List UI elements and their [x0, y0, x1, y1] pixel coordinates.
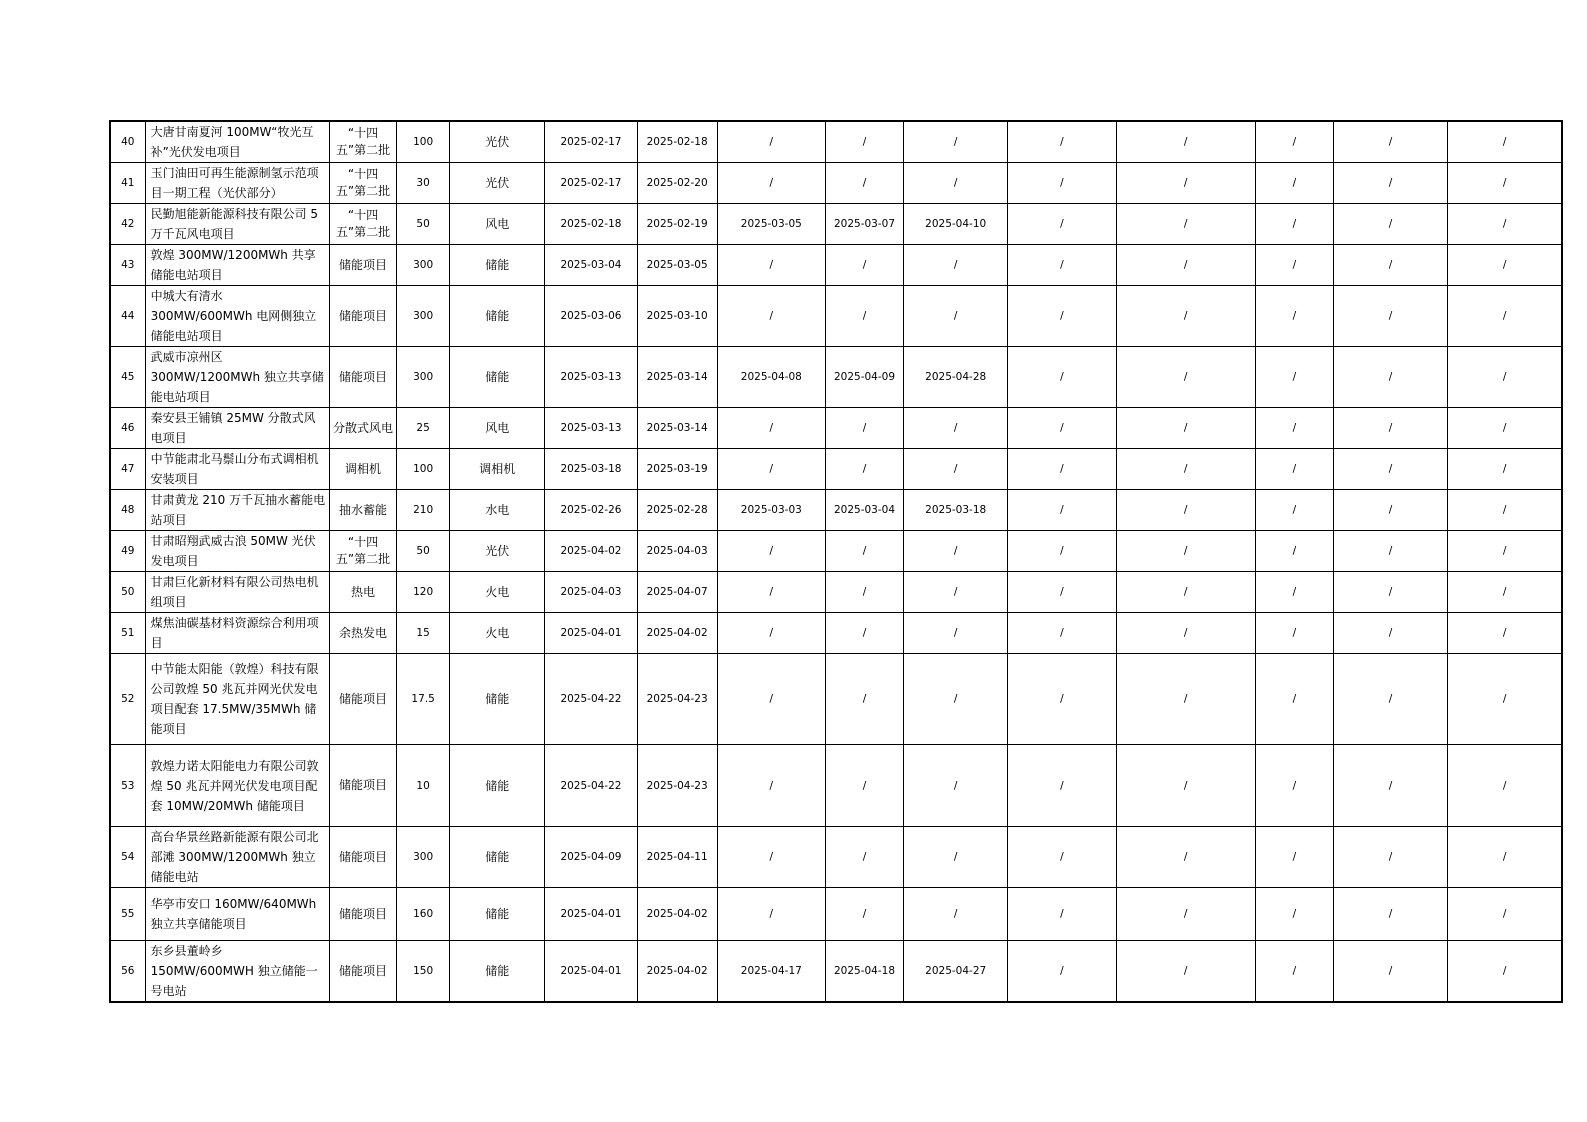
row-number: 47 — [110, 449, 145, 490]
project-type: 储能项目 — [329, 827, 396, 888]
table-row — [110, 121, 1562, 163]
status-cell: / — [1255, 121, 1333, 163]
date-cell: 2025-03-05 — [637, 245, 717, 286]
date-cell: 2025-03-19 — [637, 449, 717, 490]
table-row — [110, 654, 1562, 745]
date-cell: / — [717, 449, 825, 490]
date-cell: 2025-03-07 — [825, 204, 903, 245]
capacity: 17.5 — [397, 654, 450, 745]
table-body — [110, 121, 1562, 1002]
status-cell: / — [1448, 347, 1562, 408]
row-number: 49 — [110, 531, 145, 572]
capacity: 210 — [397, 490, 450, 531]
status-cell: / — [1008, 163, 1116, 204]
capacity: 30 — [397, 163, 450, 204]
status-cell: / — [1448, 572, 1562, 613]
date-cell: / — [825, 613, 903, 654]
project-type: 储能项目 — [329, 286, 396, 347]
status-cell: / — [1116, 121, 1255, 163]
capacity: 300 — [397, 286, 450, 347]
status-cell: / — [1448, 490, 1562, 531]
status-cell: / — [1008, 745, 1116, 827]
row-number: 53 — [110, 745, 145, 827]
date-cell: / — [825, 745, 903, 827]
status-cell: / — [1116, 163, 1255, 204]
status-cell: / — [1008, 408, 1116, 449]
date-cell: 2025-04-11 — [637, 827, 717, 888]
project-type: 抽水蓄能 — [329, 490, 396, 531]
status-cell: / — [1333, 245, 1447, 286]
status-cell: / — [1333, 286, 1447, 347]
project-type: 调相机 — [329, 449, 396, 490]
project-type: “十四五”第二批 — [329, 204, 396, 245]
row-number: 56 — [110, 941, 145, 1003]
project-type: 储能项目 — [329, 654, 396, 745]
project-name: 敦煌力诺太阳能电力有限公司敦煌 50 兆瓦并网光伏发电项目配套 10MW/20MWh 储能项目 — [145, 745, 329, 827]
status-cell: / — [1333, 531, 1447, 572]
power-category: 水电 — [450, 490, 545, 531]
date-cell: 2025-04-28 — [904, 347, 1008, 408]
status-cell: / — [1116, 572, 1255, 613]
status-cell: / — [1008, 613, 1116, 654]
project-type: 分散式风电 — [329, 408, 396, 449]
project-type: 热电 — [329, 572, 396, 613]
date-cell: / — [904, 613, 1008, 654]
row-number: 50 — [110, 572, 145, 613]
project-type: 储能项目 — [329, 745, 396, 827]
table-row — [110, 827, 1562, 888]
project-name: 敦煌 300MW/1200MWh 共享储能电站项目 — [145, 245, 329, 286]
project-name: 秦安县王铺镇 25MW 分散式风电项目 — [145, 408, 329, 449]
status-cell: / — [1116, 347, 1255, 408]
project-type: 储能项目 — [329, 245, 396, 286]
date-cell: / — [825, 286, 903, 347]
date-cell: / — [825, 531, 903, 572]
row-number: 42 — [110, 204, 145, 245]
status-cell: / — [1116, 490, 1255, 531]
power-category: 火电 — [450, 613, 545, 654]
row-number: 46 — [110, 408, 145, 449]
status-cell: / — [1116, 408, 1255, 449]
power-category: 风电 — [450, 204, 545, 245]
table-row — [110, 490, 1562, 531]
date-cell: 2025-02-18 — [545, 204, 637, 245]
date-cell: 2025-03-18 — [904, 490, 1008, 531]
table-row — [110, 572, 1562, 613]
status-cell: / — [1333, 347, 1447, 408]
date-cell: 2025-04-10 — [904, 204, 1008, 245]
power-category: 调相机 — [450, 449, 545, 490]
status-cell: / — [1333, 888, 1447, 941]
table-row — [110, 204, 1562, 245]
status-cell: / — [1333, 449, 1447, 490]
status-cell: / — [1255, 449, 1333, 490]
capacity: 300 — [397, 245, 450, 286]
date-cell: / — [825, 121, 903, 163]
date-cell: 2025-04-01 — [545, 888, 637, 941]
power-category: 光伏 — [450, 163, 545, 204]
date-cell: 2025-04-23 — [637, 654, 717, 745]
table-row — [110, 888, 1562, 941]
status-cell: / — [1008, 531, 1116, 572]
status-cell: / — [1333, 745, 1447, 827]
date-cell: 2025-02-19 — [637, 204, 717, 245]
status-cell: / — [1448, 827, 1562, 888]
power-category: 储能 — [450, 286, 545, 347]
date-cell: 2025-04-22 — [545, 745, 637, 827]
date-cell: / — [904, 449, 1008, 490]
date-cell: / — [717, 245, 825, 286]
status-cell: / — [1255, 654, 1333, 745]
status-cell: / — [1333, 654, 1447, 745]
date-cell: 2025-03-13 — [545, 408, 637, 449]
status-cell: / — [1448, 449, 1562, 490]
capacity: 100 — [397, 121, 450, 163]
row-number: 54 — [110, 827, 145, 888]
status-cell: / — [1255, 245, 1333, 286]
date-cell: 2025-03-18 — [545, 449, 637, 490]
capacity: 300 — [397, 347, 450, 408]
status-cell: / — [1008, 490, 1116, 531]
date-cell: 2025-04-02 — [637, 888, 717, 941]
status-cell: / — [1255, 827, 1333, 888]
date-cell: 2025-04-02 — [545, 531, 637, 572]
status-cell: / — [1333, 163, 1447, 204]
status-cell: / — [1333, 827, 1447, 888]
capacity: 25 — [397, 408, 450, 449]
status-cell: / — [1008, 888, 1116, 941]
capacity: 50 — [397, 204, 450, 245]
power-category: 光伏 — [450, 121, 545, 163]
capacity: 160 — [397, 888, 450, 941]
status-cell: / — [1008, 449, 1116, 490]
capacity: 150 — [397, 941, 450, 1003]
project-name: 煤焦油碳基材料资源综合利用项目 — [145, 613, 329, 654]
date-cell: / — [717, 613, 825, 654]
date-cell: 2025-04-07 — [637, 572, 717, 613]
date-cell: 2025-04-23 — [637, 745, 717, 827]
status-cell: / — [1116, 204, 1255, 245]
date-cell: / — [904, 408, 1008, 449]
status-cell: / — [1333, 408, 1447, 449]
status-cell: / — [1116, 245, 1255, 286]
date-cell: 2025-02-17 — [545, 121, 637, 163]
date-cell: 2025-04-02 — [637, 941, 717, 1003]
status-cell: / — [1255, 286, 1333, 347]
status-cell: / — [1255, 888, 1333, 941]
project-table — [109, 120, 1563, 1003]
date-cell: 2025-03-13 — [545, 347, 637, 408]
project-name: 甘肃巨化新材料有限公司热电机组项目 — [145, 572, 329, 613]
table-row — [110, 245, 1562, 286]
power-category: 光伏 — [450, 531, 545, 572]
status-cell: / — [1255, 490, 1333, 531]
status-cell: / — [1116, 745, 1255, 827]
status-cell: / — [1333, 613, 1447, 654]
status-cell: / — [1008, 347, 1116, 408]
status-cell: / — [1008, 286, 1116, 347]
capacity: 100 — [397, 449, 450, 490]
date-cell: / — [717, 827, 825, 888]
project-name: 东乡县董岭乡 150MW/600MWH 独立储能一号电站 — [145, 941, 329, 1003]
date-cell: 2025-04-01 — [545, 941, 637, 1003]
date-cell: 2025-02-28 — [637, 490, 717, 531]
project-name: 甘肃昭翔武威古浪 50MW 光伏发电项目 — [145, 531, 329, 572]
row-number: 48 — [110, 490, 145, 531]
date-cell: / — [717, 286, 825, 347]
project-type: 储能项目 — [329, 347, 396, 408]
table-row — [110, 408, 1562, 449]
date-cell: 2025-03-06 — [545, 286, 637, 347]
power-category: 储能 — [450, 888, 545, 941]
capacity: 15 — [397, 613, 450, 654]
status-cell: / — [1255, 572, 1333, 613]
date-cell: / — [904, 286, 1008, 347]
date-cell: / — [904, 572, 1008, 613]
date-cell: 2025-02-26 — [545, 490, 637, 531]
project-type: 储能项目 — [329, 888, 396, 941]
table-row — [110, 613, 1562, 654]
status-cell: / — [1255, 408, 1333, 449]
date-cell: / — [825, 888, 903, 941]
table-row — [110, 941, 1562, 1003]
date-cell: 2025-04-09 — [545, 827, 637, 888]
project-name: 华亭市安口 160MW/640MWh 独立共享储能项目 — [145, 888, 329, 941]
status-cell: / — [1448, 121, 1562, 163]
row-number: 43 — [110, 245, 145, 286]
status-cell: / — [1255, 204, 1333, 245]
status-cell: / — [1255, 745, 1333, 827]
status-cell: / — [1008, 121, 1116, 163]
status-cell: / — [1116, 654, 1255, 745]
status-cell: / — [1008, 204, 1116, 245]
power-category: 风电 — [450, 408, 545, 449]
date-cell: / — [825, 654, 903, 745]
date-cell: / — [717, 408, 825, 449]
status-cell: / — [1448, 286, 1562, 347]
table-row — [110, 531, 1562, 572]
date-cell: 2025-04-09 — [825, 347, 903, 408]
project-type: “十四五”第二批 — [329, 121, 396, 163]
project-name: 武威市凉州区 300MW/1200MWh 独立共享储能电站项目 — [145, 347, 329, 408]
project-type: 余热发电 — [329, 613, 396, 654]
table-row — [110, 286, 1562, 347]
capacity: 50 — [397, 531, 450, 572]
status-cell: / — [1255, 347, 1333, 408]
project-name: 民勤旭能新能源科技有限公司 5 万千瓦风电项目 — [145, 204, 329, 245]
row-number: 51 — [110, 613, 145, 654]
date-cell: 2025-03-03 — [717, 490, 825, 531]
status-cell: / — [1116, 827, 1255, 888]
power-category: 储能 — [450, 245, 545, 286]
row-number: 41 — [110, 163, 145, 204]
date-cell: 2025-03-04 — [545, 245, 637, 286]
date-cell: 2025-02-18 — [637, 121, 717, 163]
status-cell: / — [1448, 245, 1562, 286]
date-cell: 2025-03-05 — [717, 204, 825, 245]
date-cell: 2025-03-04 — [825, 490, 903, 531]
status-cell: / — [1448, 941, 1562, 1003]
project-type: “十四五”第二批 — [329, 163, 396, 204]
date-cell: / — [904, 827, 1008, 888]
status-cell: / — [1448, 888, 1562, 941]
row-number: 52 — [110, 654, 145, 745]
status-cell: / — [1333, 941, 1447, 1003]
status-cell: / — [1008, 572, 1116, 613]
date-cell: / — [904, 163, 1008, 204]
power-category: 储能 — [450, 827, 545, 888]
status-cell: / — [1116, 449, 1255, 490]
project-name: 中节能肃北马鬃山分布式调相机安装项目 — [145, 449, 329, 490]
row-number: 44 — [110, 286, 145, 347]
status-cell: / — [1448, 531, 1562, 572]
capacity: 300 — [397, 827, 450, 888]
date-cell: 2025-04-03 — [637, 531, 717, 572]
status-cell: / — [1448, 204, 1562, 245]
date-cell: / — [717, 745, 825, 827]
date-cell: 2025-03-14 — [637, 347, 717, 408]
date-cell: / — [825, 408, 903, 449]
power-category: 火电 — [450, 572, 545, 613]
date-cell: / — [717, 888, 825, 941]
capacity: 120 — [397, 572, 450, 613]
project-type: 储能项目 — [329, 941, 396, 1003]
row-number: 40 — [110, 121, 145, 163]
status-cell: / — [1448, 408, 1562, 449]
date-cell: / — [825, 827, 903, 888]
power-category: 储能 — [450, 745, 545, 827]
date-cell: / — [825, 245, 903, 286]
project-name: 高台华景丝路新能源有限公司北部滩 300MW/1200MWh 独立储能电站 — [145, 827, 329, 888]
status-cell: / — [1008, 827, 1116, 888]
status-cell: / — [1333, 204, 1447, 245]
project-name: 大唐甘南夏河 100MW“牧光互补”光伏发电项目 — [145, 121, 329, 163]
date-cell: / — [825, 163, 903, 204]
table-row — [110, 347, 1562, 408]
status-cell: / — [1008, 654, 1116, 745]
status-cell: / — [1333, 121, 1447, 163]
status-cell: / — [1116, 531, 1255, 572]
table-row — [110, 449, 1562, 490]
status-cell: / — [1448, 745, 1562, 827]
status-cell: / — [1448, 163, 1562, 204]
date-cell: 2025-02-20 — [637, 163, 717, 204]
status-cell: / — [1116, 941, 1255, 1003]
date-cell: / — [717, 572, 825, 613]
power-category: 储能 — [450, 941, 545, 1003]
status-cell: / — [1255, 163, 1333, 204]
status-cell: / — [1255, 531, 1333, 572]
date-cell: 2025-04-17 — [717, 941, 825, 1003]
date-cell: 2025-02-17 — [545, 163, 637, 204]
date-cell: / — [717, 163, 825, 204]
table-row — [110, 745, 1562, 827]
date-cell: / — [904, 121, 1008, 163]
status-cell: / — [1255, 613, 1333, 654]
project-name: 玉门油田可再生能源制氢示范项目一期工程（光伏部分） — [145, 163, 329, 204]
date-cell: / — [904, 654, 1008, 745]
status-cell: / — [1255, 941, 1333, 1003]
date-cell: 2025-04-18 — [825, 941, 903, 1003]
status-cell: / — [1116, 286, 1255, 347]
project-name: 甘肃黄龙 210 万千瓦抽水蓄能电站项目 — [145, 490, 329, 531]
date-cell: / — [717, 654, 825, 745]
date-cell: 2025-04-02 — [637, 613, 717, 654]
project-name: 中节能太阳能（敦煌）科技有限公司敦煌 50 兆瓦并网光伏发电项目配套 17.5MW/35MWh 储能项目 — [145, 654, 329, 745]
date-cell: / — [825, 449, 903, 490]
date-cell: 2025-03-10 — [637, 286, 717, 347]
date-cell: / — [904, 888, 1008, 941]
date-cell: 2025-03-14 — [637, 408, 717, 449]
date-cell: / — [904, 531, 1008, 572]
date-cell: 2025-04-27 — [904, 941, 1008, 1003]
date-cell: 2025-04-08 — [717, 347, 825, 408]
row-number: 55 — [110, 888, 145, 941]
status-cell: / — [1116, 613, 1255, 654]
date-cell: 2025-04-03 — [545, 572, 637, 613]
date-cell: 2025-04-22 — [545, 654, 637, 745]
status-cell: / — [1448, 654, 1562, 745]
status-cell: / — [1008, 941, 1116, 1003]
capacity: 10 — [397, 745, 450, 827]
date-cell: / — [717, 531, 825, 572]
status-cell: / — [1116, 888, 1255, 941]
project-type: “十四五”第二批 — [329, 531, 396, 572]
date-cell: / — [825, 572, 903, 613]
date-cell: / — [904, 745, 1008, 827]
power-category: 储能 — [450, 654, 545, 745]
date-cell: / — [904, 245, 1008, 286]
project-name: 中城大有清水 300MW/600MWh 电网侧独立储能电站项目 — [145, 286, 329, 347]
table-row — [110, 163, 1562, 204]
status-cell: / — [1448, 613, 1562, 654]
row-number: 45 — [110, 347, 145, 408]
status-cell: / — [1333, 490, 1447, 531]
date-cell: / — [717, 121, 825, 163]
status-cell: / — [1008, 245, 1116, 286]
date-cell: 2025-04-01 — [545, 613, 637, 654]
power-category: 储能 — [450, 347, 545, 408]
status-cell: / — [1333, 572, 1447, 613]
